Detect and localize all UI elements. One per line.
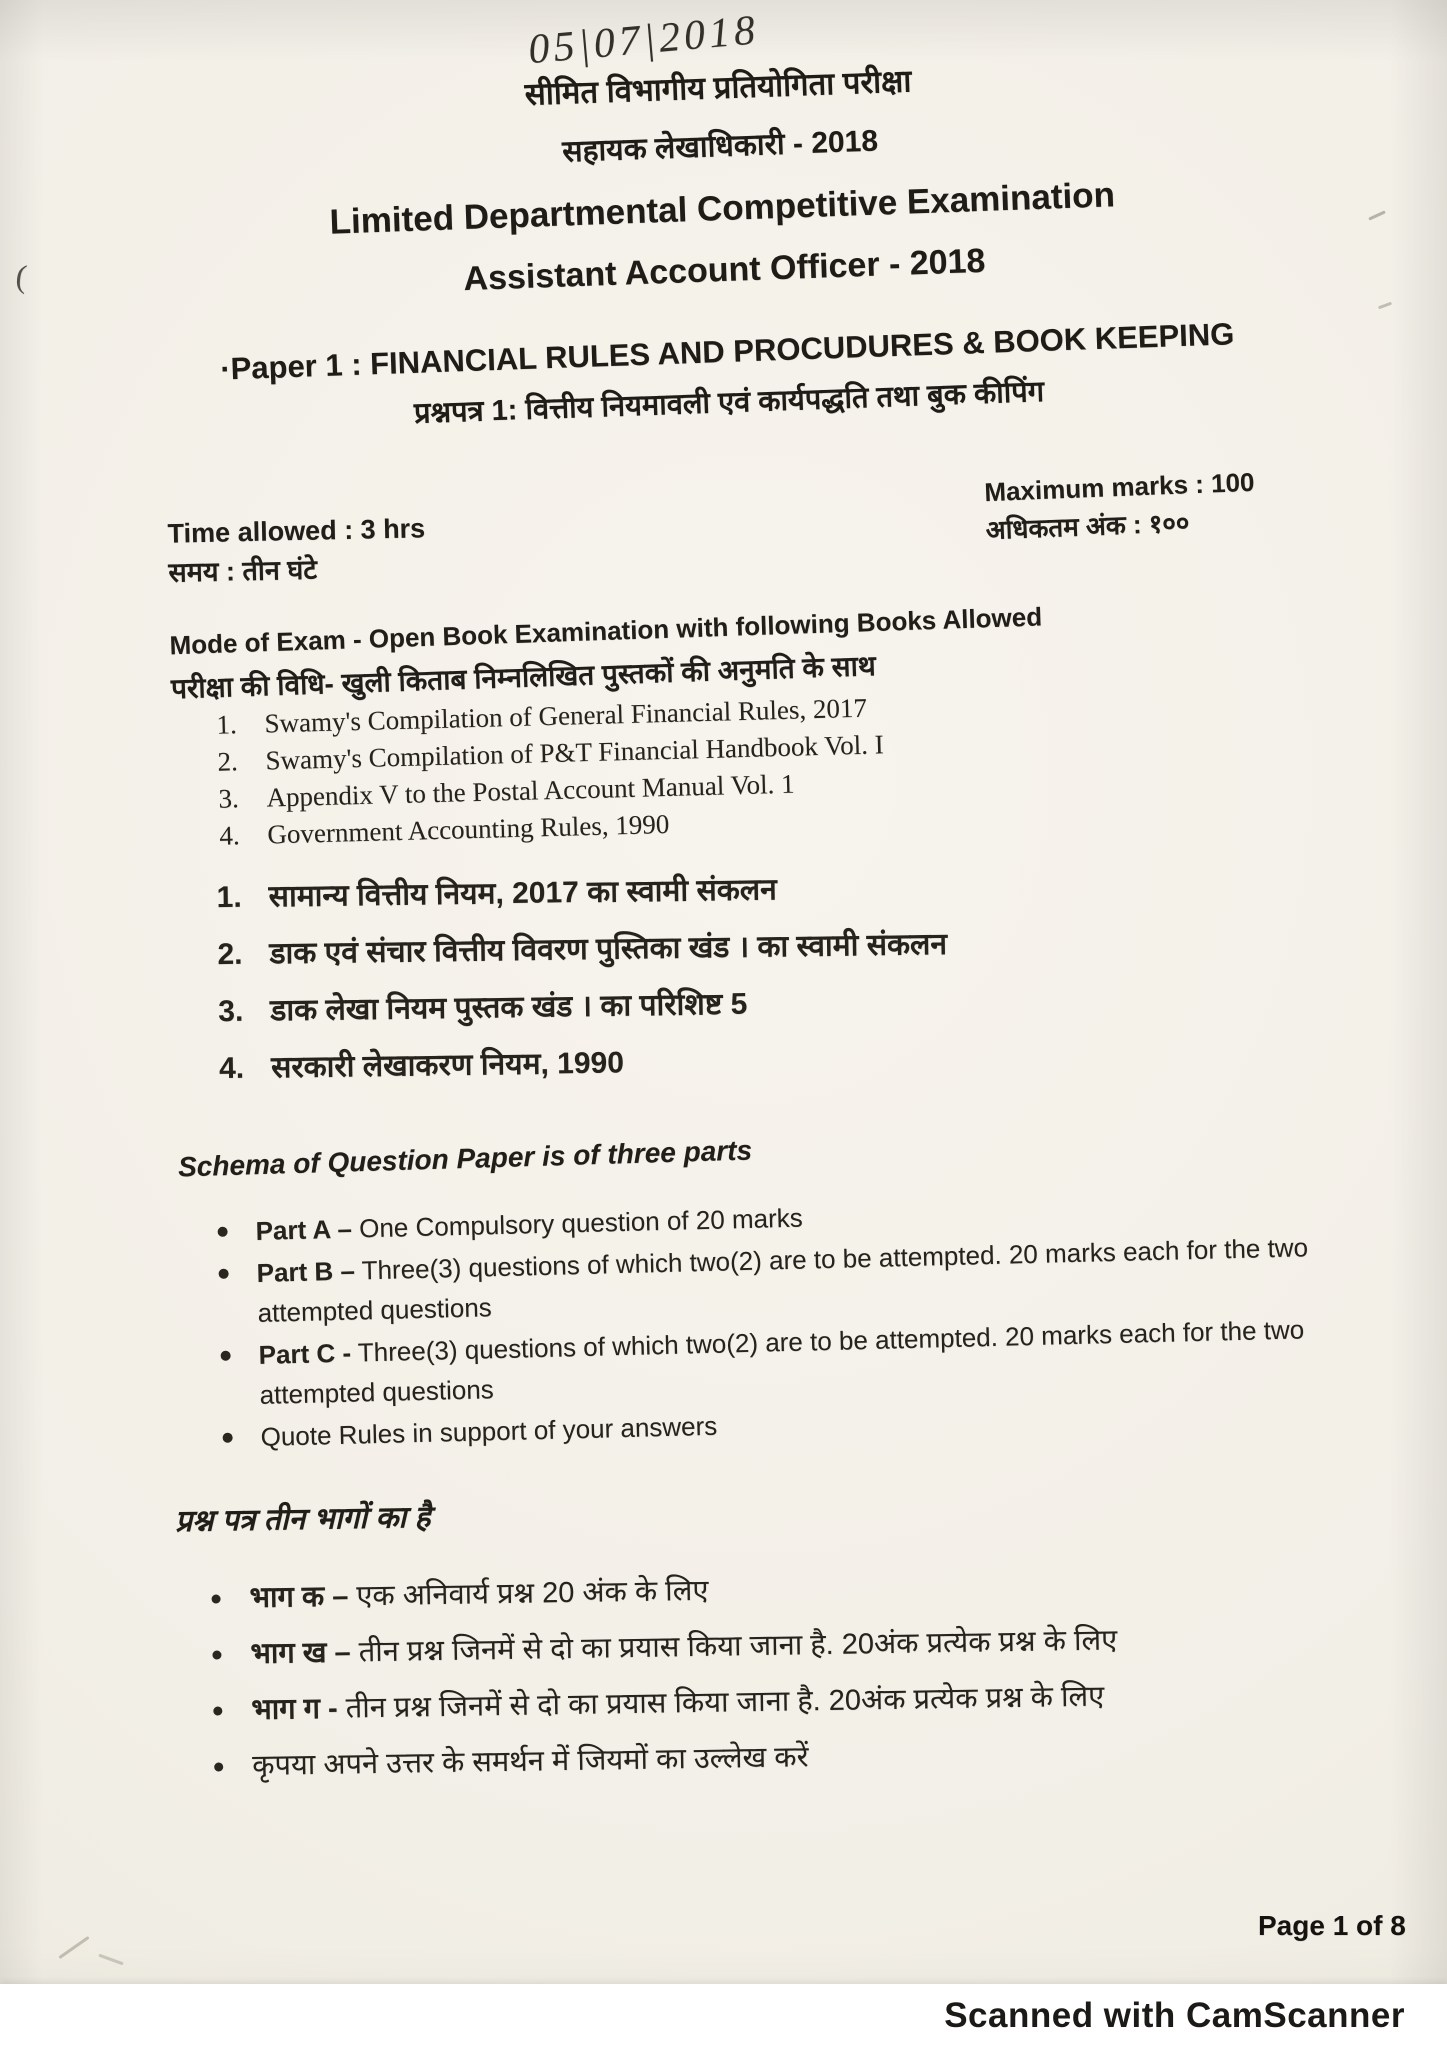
handwritten-date: 05|07|2018 <box>526 7 761 74</box>
paper-title-hindi: प्रश्नपत्र 1: वित्तीय नियमावली एवं कार्यपद्धति तथा बुक कीपिंग <box>413 375 1045 430</box>
bullet-icon <box>214 1762 223 1771</box>
schema-heading-hindi: प्रश्न पत्र तीन भागों का है <box>174 1500 431 1539</box>
part-text: कृपया अपने उत्तर के समर्थन में जियमों का उल्लेख करें <box>251 1741 809 1783</box>
book-item <box>218 985 948 1028</box>
bullet-icon <box>213 1706 222 1715</box>
max-marks-hindi: अधिकतम अंक : १०० <box>985 507 1190 546</box>
bullet-icon <box>223 1433 233 1443</box>
book-number: 4. <box>218 1051 245 1086</box>
book-item <box>219 1042 949 1085</box>
part-label: Part B – <box>256 1255 356 1288</box>
part-label: Part A – <box>255 1213 353 1246</box>
book-number: 2. <box>217 937 243 972</box>
book-title: सरकारी लेखाकरण नियम, 1990 <box>270 1046 625 1085</box>
book-number: 2. <box>217 746 239 777</box>
schema-list-english <box>209 1184 1365 1460</box>
exam-mode-block <box>169 590 1401 708</box>
list-item <box>205 1674 1445 1727</box>
book-number: 1. <box>216 709 238 740</box>
book-title: डाक एवं संचार वित्तीय विवरण पुस्तिका खंड । का स्वामी संकलन <box>269 927 948 971</box>
bullet-icon <box>212 1650 221 1659</box>
book-title: डाक लेखा नियम पुस्तक खंड । का परिशिष्ट 5 <box>270 987 748 1028</box>
book-number: 3. <box>218 783 240 814</box>
part-label: भाग क – <box>249 1580 349 1615</box>
exam-mode-english: Mode of Exam - Open Book Examination with following Books Allowed <box>169 601 1043 661</box>
book-title: Swamy's Compilation of P&T Financial Handbook Vol. I <box>265 729 885 776</box>
part-text: Quote Rules in support of your answers <box>260 1410 718 1452</box>
document-header <box>0 41 1447 446</box>
camscanner-watermark-band <box>0 1984 1447 2048</box>
book-number: 3. <box>218 994 244 1029</box>
part-text: एक अनिवार्य प्रश्न 20 अंक के लिए <box>348 1574 709 1613</box>
part-text: तीन प्रश्न जिनमें से दो का प्रयास किया जाना है. 20अंक प्रत्येक प्रश्न के लिए <box>350 1624 1118 1669</box>
exam-mode-hindi: परीक्षा की विधि- खुली किताब निम्नलिखित पुस्तकों की अनुमति के साथ <box>170 650 877 705</box>
part-label: भाग ख – <box>250 1636 351 1671</box>
part-label: Part C - <box>258 1337 352 1370</box>
part-text: Three(3) questions of which two(2) are to be attempted. 20 marks each for the two attempted questions <box>257 1232 1309 1328</box>
part-text: One Compulsory question of 20 marks <box>351 1202 804 1244</box>
bullet-icon <box>219 1269 229 1279</box>
part-text: Three(3) questions of which two(2) are to be attempted. 20 marks each for the two attempted questions <box>259 1314 1305 1410</box>
stray-pen-mark: ( <box>14 257 29 295</box>
bullet-icon <box>212 1594 221 1603</box>
book-title: Appendix V to the Postal Account Manual Vol. 1 <box>266 768 795 813</box>
part-label: भाग ग - <box>251 1692 338 1727</box>
title-hindi-line2: सहायक लेखाधिकारी - 2018 <box>561 124 879 169</box>
time-allowed-hindi: समय : तीन घंटे <box>168 554 318 588</box>
book-number: 1. <box>216 880 242 915</box>
max-marks-english: Maximum marks : 100 <box>983 466 1255 508</box>
max-marks-block <box>984 463 1257 549</box>
list-item <box>204 1618 1444 1671</box>
bullet-icon <box>221 1351 231 1361</box>
allowed-books-list-english <box>216 693 886 858</box>
list-item <box>203 1562 1443 1615</box>
pencil-mark <box>98 1954 123 1966</box>
book-title: सामान्य वित्तीय नियम, 2017 का स्वामी संकलन <box>268 873 778 914</box>
book-number: 4. <box>219 820 241 851</box>
title-hindi-line1: सीमित विभागीय प्रतियोगिता परीक्षा <box>524 63 912 112</box>
book-title: Government Accounting Rules, 1990 <box>267 808 670 850</box>
pencil-mark <box>58 1936 89 1959</box>
book-item <box>217 928 947 971</box>
title-english-line2: Assistant Account Officer - 2018 <box>462 241 986 299</box>
time-allowed-english: Time allowed : 3 hrs <box>167 513 426 549</box>
list-item <box>206 1730 1446 1783</box>
paper-title-english: ·Paper 1 : FINANCIAL RULES AND PROCUDURES & BOOK KEEPING <box>219 316 1235 387</box>
schema-heading-english: Schema of Question Paper is of three parts <box>177 1134 753 1183</box>
part-text: तीन प्रश्न जिनमें से दो का प्रयास किया जाना है. 20अंक प्रत्येक प्रश्न के लिए <box>337 1680 1105 1725</box>
page-number: Page 1 of 8 <box>1258 1910 1406 1941</box>
allowed-books-list-hindi <box>216 871 949 1109</box>
book-item <box>216 871 946 914</box>
title-english-line1: Limited Departmental Competitive Examination <box>328 175 1116 242</box>
book-title: Swamy's Compilation of General Financial Rules, 2017 <box>264 692 868 739</box>
camscanner-watermark-text: Scanned with CamScanner <box>944 1996 1405 2035</box>
bullet-icon <box>218 1227 228 1237</box>
time-allowed-block <box>167 509 426 592</box>
schema-list-hindi <box>203 1562 1446 1805</box>
